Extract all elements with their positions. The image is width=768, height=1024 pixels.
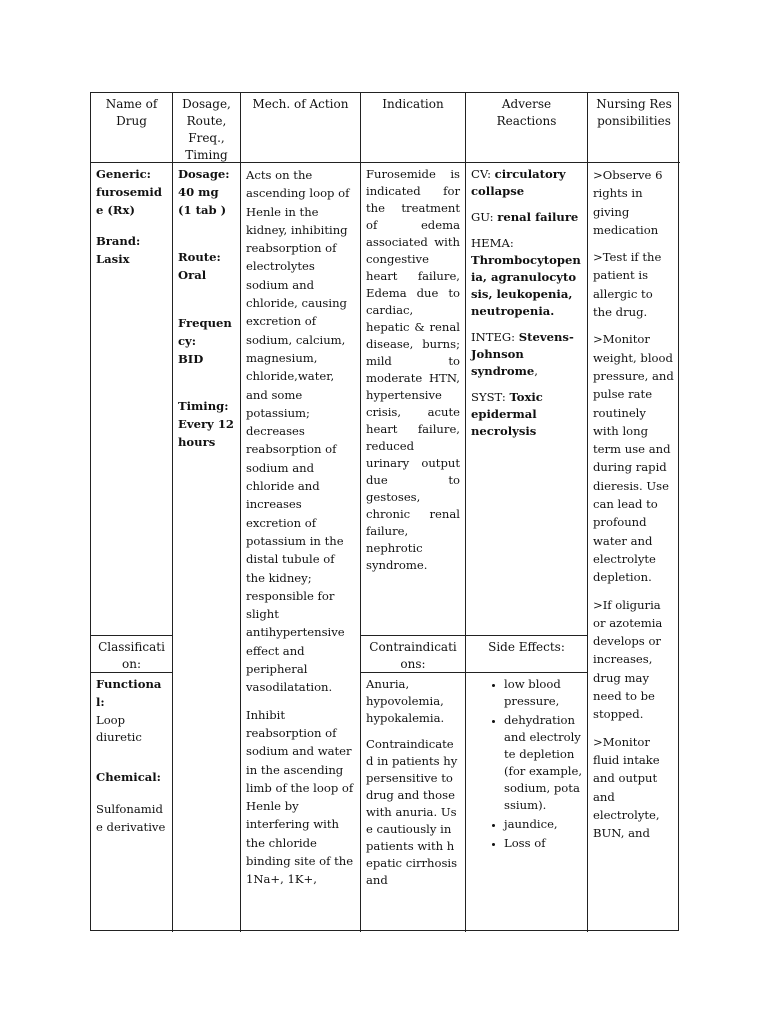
mechanism-paragraph-2: Inhibit reabsorption of sodium and water in the ascending limb of the loop of Henle by interfering with the chloride binding site of the 1Na+, 1K+,: [246, 707, 354, 887]
header-dosage: Dosage, Route, Freq., Timing: [173, 93, 241, 163]
header-indication: Indication: [361, 93, 466, 163]
side-effects-cell: [466, 673, 588, 932]
nursing-item-3: >Monitor weight, blood pressure, and pulse rate routinely with long term use and during rapid dieresis. Use can lead to profound water and electrolyte depletion.: [593, 332, 674, 585]
adverse-cv: CV: circulatory collapse: [471, 167, 566, 198]
functional-value: Loop diuretic: [96, 712, 142, 745]
header-nursing-responsibilities: Nursing Responsibilities: [588, 93, 680, 163]
classification-cell: [91, 673, 173, 932]
contraindications-paragraph-1: Anuria, hypovolemia, hypokalemia.: [366, 677, 445, 725]
contraindications-cell: [361, 673, 466, 932]
nursing-item-4: >If oliguria or azotemia develops or increases, drug may need to be stopped.: [593, 597, 663, 722]
header-adverse-reactions: Adverse Reactions: [466, 93, 588, 163]
generic-value: furosemide (Rx): [96, 184, 162, 217]
timing-label: Timing:: [178, 399, 229, 414]
functional-label: Functional:: [96, 677, 162, 709]
adverse-reactions-cell: [466, 163, 588, 636]
classification-header: Classification:: [91, 636, 173, 673]
dosage-value: 40 mg (1 tab ): [178, 184, 227, 217]
list-item: • dehydration and electrolyte depletion (for example, sodium, potassium).: [504, 712, 582, 814]
nursing-item-1: >Observe 6 rights in giving medication: [593, 168, 663, 237]
contraindications-header: Contraindications:: [361, 636, 466, 673]
frequency-label: Frequency:: [178, 315, 232, 348]
list-item: • jaundice,: [504, 816, 582, 833]
nursing-responsibilities-cell: [588, 163, 680, 932]
name-cell: [91, 163, 173, 636]
route-value: Oral: [178, 268, 207, 283]
brand-value: Lasix: [96, 252, 130, 267]
chemical-value: Sulfonamide derivative: [96, 801, 166, 834]
adverse-hema: HEMA: Thrombocytopenia, agranulocytosis, leukopenia, neutropenia.: [471, 236, 581, 318]
header-name-of-drug: Name of Drug: [91, 93, 173, 163]
timing-value: Every 12 hours: [178, 417, 234, 449]
side-effects-list: [482, 676, 582, 852]
side-effects-header: Side Effects:: [466, 636, 588, 673]
dosage-cell: [173, 163, 241, 932]
drug-study-table: [90, 92, 679, 931]
nursing-item-2: >Test if the patient is allergic to the drug.: [593, 250, 662, 320]
mechanism-paragraph-1: Acts on the ascending loop of Henle in the kidney, inhibiting reabsorption of electrolytes sodium and chloride, causing excretion of sodium, calcium, magnesium, chloride,water, and some potassium; decreases reabsorption of sodium and chloride and increases excretion of potassium in the distal tubule of the kidney; responsible for slight antihypertensive effect and peripheral vasodilatation.: [246, 168, 350, 695]
header-mechanism: Mech. of Action: [241, 93, 361, 163]
mechanism-cell: [241, 163, 361, 932]
contraindications-paragraph-2: Contraindicated in patients hypersensitive to drug and those with anuria. Use cautiously in patients with hepatic cirrhosis and: [366, 737, 458, 887]
route-label: Route:: [178, 250, 221, 265]
dosage-label: Dosage:: [178, 167, 230, 181]
list-item: • low blood pressure,: [504, 676, 582, 710]
frequency-value: BID: [178, 351, 204, 366]
indication-cell: Furosemide is indicated for the treatment of edema associated with congestive heart failure, Edema due to cardiac, hepatic & renal disease, burns; mild to moderate HTN, hypertensive crisis, acute heart failure, reduced urinary output due to gestoses, chronic renal failure, nephrotic syndrome.: [361, 163, 466, 636]
generic-label: Generic:: [96, 167, 151, 181]
chemical-label: Chemical:: [96, 770, 161, 785]
nursing-item-5: >Monitor fluid intake and output and electrolyte, BUN, and: [593, 734, 660, 841]
list-item: • Loss of: [504, 835, 582, 852]
adverse-gu: GU: renal failure: [471, 210, 579, 224]
brand-label: Brand:: [96, 234, 141, 249]
adverse-syst: SYST: Toxic epidermal necrolysis: [471, 390, 543, 438]
adverse-integ: INTEG: Stevens-Johnson syndrome,: [471, 330, 574, 378]
